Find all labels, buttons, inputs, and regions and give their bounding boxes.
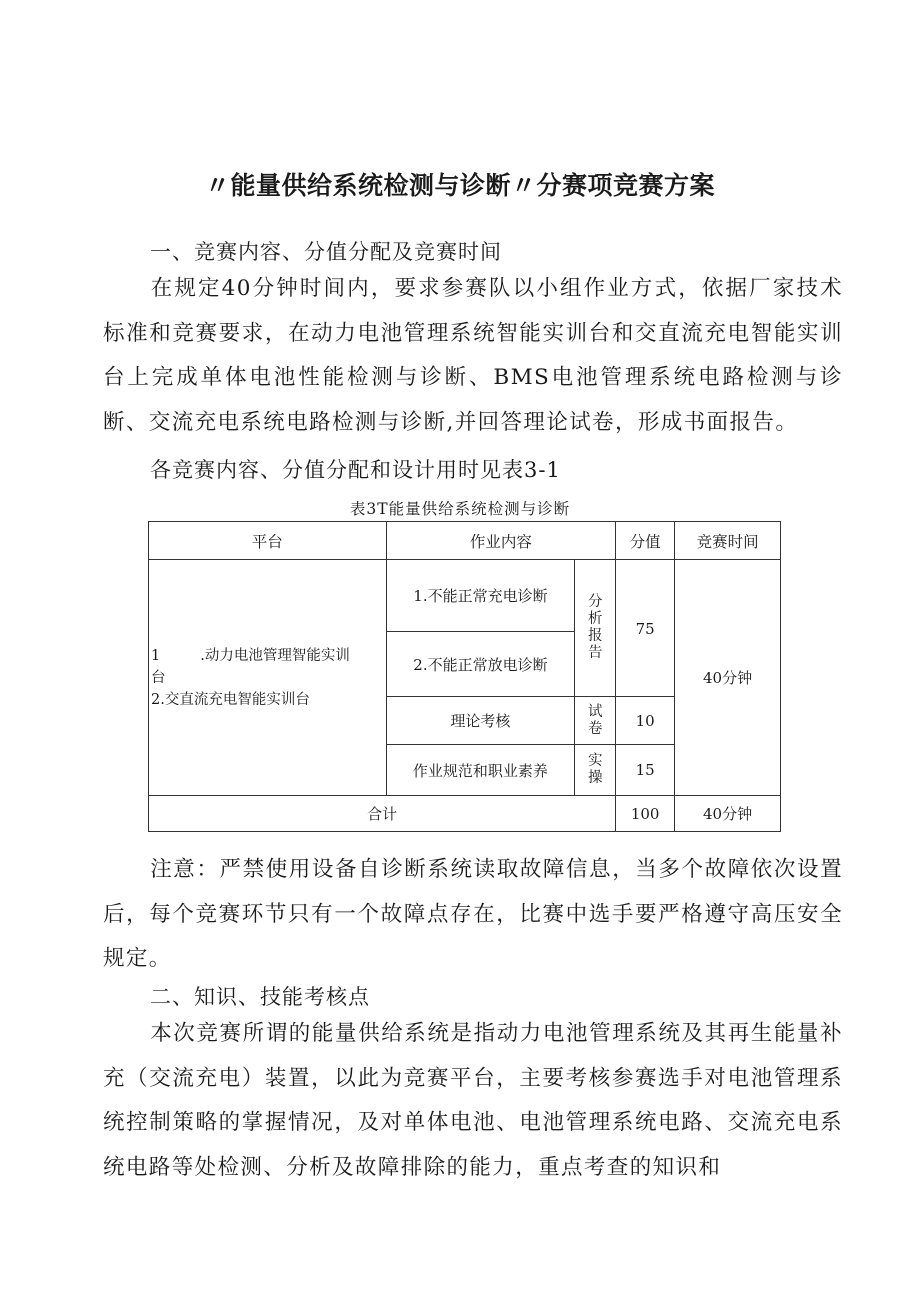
header-score: 分值 — [616, 522, 675, 560]
header-time: 竞赛时间 — [675, 522, 781, 560]
platform-line-1-number: 1 — [151, 647, 161, 664]
platform-line-1 — [151, 645, 386, 667]
section1-heading: 一、竞赛内容、分值分配及竞赛时间 — [150, 240, 502, 264]
method-cell — [575, 560, 616, 697]
score-cell: 15 — [616, 745, 675, 796]
section2-paragraph — [103, 1012, 843, 1191]
platform-line-1-cont: 台 — [151, 669, 166, 686]
header-platform: 平台 — [149, 522, 387, 560]
section1-paragraph — [103, 267, 843, 446]
total-label: 合计 — [149, 796, 616, 832]
platform-line-2: 2.交直流充电智能实训台 — [151, 691, 310, 708]
method-text: 分析报告 — [587, 594, 603, 661]
table-header-row — [149, 522, 781, 560]
score-cell: 75 — [616, 560, 675, 697]
content-cell: 作业规范和职业素养 — [386, 745, 575, 796]
score-cell: 10 — [616, 697, 675, 745]
table-reference: 各竞赛内容、分值分配和设计用时见表3-1 — [150, 458, 561, 482]
platform-line-1-text: .动力电池管理智能实训 — [200, 647, 350, 664]
section1-paragraph-text: 在规定40分钟时间内，要求参赛队以小组作业方式，依据厂家技术标准和竞赛要求，在动力电池管理系统智能实训台和交直流充电智能实训台上完成单体电池性能检测与诊断、BMS电池管理系统电路检测与诊断、交流充电系统电路检测与诊断,并回答理论试卷，形成书面报告。 — [103, 276, 843, 436]
method-text: 实操 — [587, 753, 603, 786]
page-title: 〃能量供给系统检测与诊断〃分赛项竞赛方案 — [204, 171, 715, 200]
table-row — [149, 560, 781, 632]
method-cell — [575, 697, 616, 745]
total-time: 40分钟 — [675, 796, 781, 832]
table-caption: 表3T能量供给系统检测与诊断 — [349, 500, 571, 518]
header-content: 作业内容 — [386, 522, 616, 560]
content-cell: 2.不能正常放电诊断 — [386, 632, 575, 697]
section2-heading: 二、知识、技能考核点 — [150, 985, 370, 1009]
time-cell: 40分钟 — [675, 560, 781, 796]
note-paragraph — [103, 848, 843, 982]
method-text: 试卷 — [587, 703, 603, 737]
method-cell — [575, 745, 616, 796]
content-cell: 理论考核 — [386, 697, 575, 745]
platform-cell — [149, 560, 387, 796]
note-text: 注意：严禁使用设备自诊断系统读取故障信息，当多个故障依次设置后，每个竞赛环节只有一个故障点存在，比赛中选手要严格遵守高压安全规定。 — [103, 857, 843, 972]
section2-paragraph-text: 本次竞赛所谓的能量供给系统是指动力电池管理系统及其再生能量补充（交流充电）装置，以此为竞赛平台，主要考核参赛选手对电池管理系统控制策略的掌握情况，及对单体电池、电池管理系统电路、交流充电系统电路等处检测、分析及故障排除的能力，重点考查的知识和 — [103, 1021, 843, 1181]
total-score: 100 — [616, 796, 675, 832]
content-cell: 1.不能正常充电诊断 — [386, 560, 575, 632]
score-table — [148, 521, 781, 832]
table-total-row — [149, 796, 781, 832]
